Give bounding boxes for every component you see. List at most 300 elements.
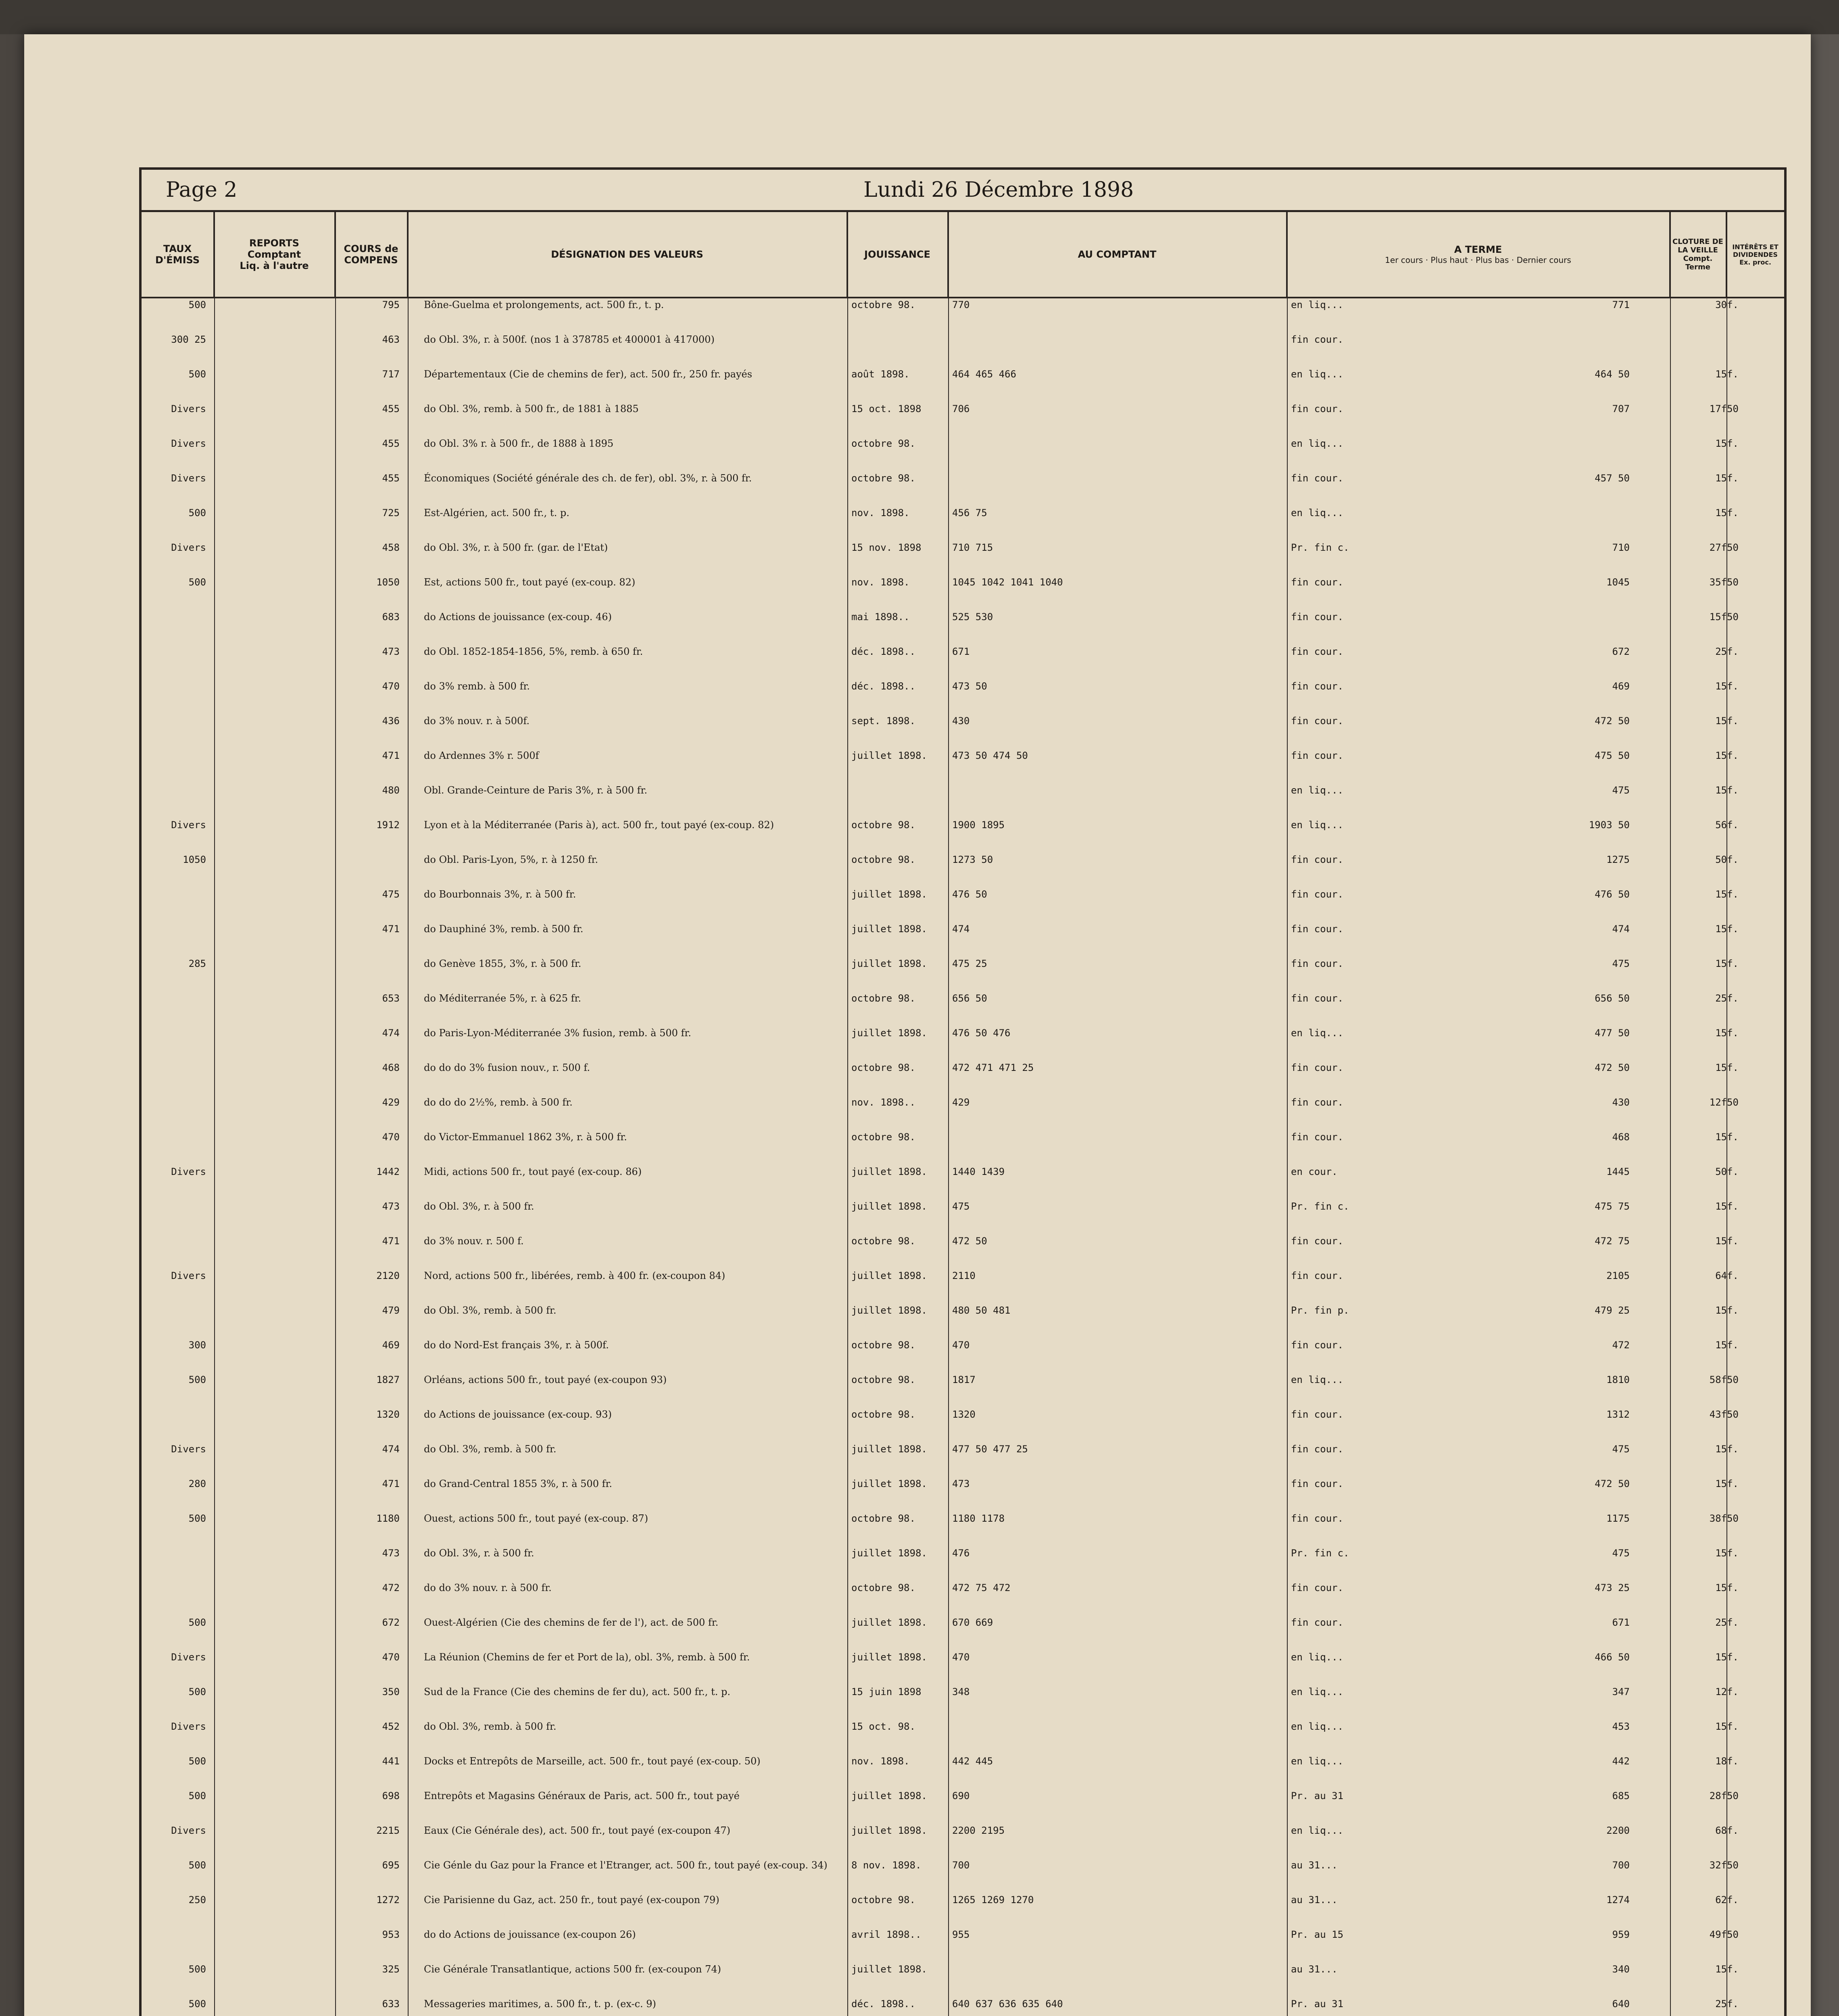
cell-int: 25f.	[1715, 993, 1739, 1004]
cell-taux: Divers	[171, 1652, 206, 1663]
cell-terme: au 31...	[1291, 1894, 1338, 1906]
table-row	[142, 1547, 1784, 1559]
table-row	[142, 1651, 1784, 1663]
cell-terme: fin cour.	[1291, 958, 1344, 969]
table-row	[142, 1443, 1784, 1455]
cell-compt: 476	[952, 1547, 970, 1559]
cell-taux: Divers	[171, 819, 206, 831]
cell-terme: fin cour.	[1291, 577, 1344, 588]
table-row	[142, 1304, 1784, 1316]
cell-clot: 472 50	[1595, 715, 1630, 727]
cell-compt: 1265 1269 1270	[952, 1894, 1034, 1906]
cell-design: Eaux (Cie Générale des), act. 500 fr., tout payé (ex-coupon 47)	[424, 1825, 731, 1836]
cell-clot: 1810	[1606, 1374, 1630, 1385]
cell-taux: Divers	[171, 1721, 206, 1732]
cell-clot: 2200	[1606, 1825, 1630, 1836]
col-taux	[142, 212, 214, 297]
scan-top-shadow	[0, 0, 1839, 34]
cell-int: 15f.	[1715, 369, 1739, 380]
cell-compt: 1900 1895	[952, 819, 1005, 831]
page-number: Page 2	[166, 178, 238, 202]
table-frame	[139, 167, 1787, 2016]
cell-taux: Divers	[171, 473, 206, 484]
cell-terme: fin cour.	[1291, 334, 1344, 345]
cell-design: do Obl. 3% r. à 500 fr., de 1888 à 1895	[424, 438, 614, 449]
cell-clot: 473 25	[1595, 1582, 1630, 1593]
cell-jouis: 15 juin 1898	[851, 1686, 922, 1697]
cell-int: 64f.	[1715, 1270, 1739, 1281]
cell-cours: 479	[382, 1305, 400, 1316]
cell-jouis: nov. 1898.	[851, 1756, 910, 1767]
table-row	[142, 368, 1784, 380]
cell-taux: 500	[188, 1860, 206, 1871]
cell-compt: 690	[952, 1790, 970, 1801]
cell-taux: 500	[188, 299, 206, 310]
cell-int: 15f.	[1715, 507, 1739, 519]
col-reports-label: REPORTS	[249, 237, 299, 249]
cell-cours: 1050	[376, 577, 400, 588]
cell-jouis: 15 oct. 98.	[851, 1721, 915, 1732]
cell-design: do do Nord-Est français 3%, r. à 500f.	[424, 1339, 609, 1351]
cell-terme: Pr. fin p.	[1291, 1305, 1349, 1316]
cell-cours: 698	[382, 1790, 400, 1801]
cell-cours: 470	[382, 1131, 400, 1143]
cell-cours: 470	[382, 1652, 400, 1663]
cell-design: do Genève 1855, 3%, r. à 500 fr.	[424, 958, 582, 969]
cell-design: do Actions de jouissance (ex-coup. 93)	[424, 1409, 612, 1420]
cell-design: do 3% nouv. r. 500 f.	[424, 1235, 524, 1247]
cell-design: do do do 2½%, remb. à 500 fr.	[424, 1097, 573, 1108]
cell-design: do Actions de jouissance (ex-coup. 46)	[424, 611, 612, 623]
cell-compt: 1320	[952, 1409, 976, 1420]
cell-jouis: juillet 1898.	[851, 750, 927, 761]
col-taux-label: TAUX D'ÉMISS	[155, 243, 200, 266]
cell-terme: en liq...	[1291, 785, 1344, 796]
cell-compt: 1817	[952, 1374, 976, 1385]
cell-terme: fin cour.	[1291, 1097, 1344, 1108]
cell-design: do Obl. 3%, r. à 500f. (nos 1 à 378785 et 400001 à 417000)	[424, 334, 715, 345]
cell-clot: 347	[1612, 1686, 1630, 1697]
cell-int: 15f50	[1709, 611, 1739, 623]
cell-taux: 500	[188, 1964, 206, 1975]
book-binding	[0, 0, 24, 2016]
cell-design: Est, actions 500 fr., tout payé (ex-coup. 82)	[424, 577, 636, 588]
table-row	[142, 472, 1784, 484]
cell-taux: 500	[188, 1998, 206, 2010]
cell-terme: au 31...	[1291, 1964, 1338, 1975]
cell-taux: 300	[188, 1339, 206, 1351]
table-row	[142, 507, 1784, 519]
cell-int: 15f.	[1715, 1478, 1739, 1489]
cell-int: 15f.	[1715, 1201, 1739, 1212]
cell-cours: 455	[382, 473, 400, 484]
cell-terme: en liq...	[1291, 819, 1344, 831]
table-row	[142, 888, 1784, 900]
cell-terme: en liq...	[1291, 369, 1344, 380]
cell-cours: 458	[382, 542, 400, 553]
cell-design: do Victor-Emmanuel 1862 3%, r. à 500 fr.	[424, 1131, 627, 1143]
cell-design: Entrepôts et Magasins Généraux de Paris, act. 500 fr., tout payé	[424, 1790, 740, 1801]
cell-int: 27f50	[1709, 542, 1739, 553]
cell-cours: 672	[382, 1617, 400, 1628]
cell-cours: 473	[382, 646, 400, 657]
cell-clot: 468	[1612, 1131, 1630, 1143]
cell-cours: 441	[382, 1756, 400, 1767]
col-jouissance	[847, 212, 948, 297]
cell-compt: 456 75	[952, 507, 987, 519]
cell-jouis: octobre 98.	[851, 1582, 915, 1593]
cell-int: 15f.	[1715, 1235, 1739, 1247]
cell-design: do Obl. 3%, remb. à 500 fr.	[424, 1721, 557, 1732]
cell-compt: 1180 1178	[952, 1513, 1005, 1524]
cell-jouis: mai 1898..	[851, 611, 910, 623]
cell-cours: 2215	[376, 1825, 400, 1836]
table-row	[142, 1166, 1784, 1178]
cell-int: 50f.	[1715, 1166, 1739, 1177]
cell-terme: Pr. au 15	[1291, 1929, 1344, 1940]
cell-compt: 348	[952, 1686, 970, 1697]
cell-clot: 1903 50	[1589, 819, 1630, 831]
cell-int: 15f.	[1715, 438, 1739, 449]
table-row	[142, 784, 1784, 796]
col-cours	[335, 212, 408, 297]
cell-design: Sud de la France (Cie des chemins de fer du), act. 500 fr., t. p.	[424, 1686, 730, 1697]
cell-clot: 469	[1612, 681, 1630, 692]
cell-int: 56f.	[1715, 819, 1739, 831]
cell-clot: 656 50	[1595, 993, 1630, 1004]
cell-jouis: juillet 1898.	[851, 1201, 927, 1212]
cell-design: Obl. Grande-Ceinture de Paris 3%, r. à 500 fr.	[424, 785, 647, 796]
cell-int: 15f.	[1715, 715, 1739, 727]
table-row	[142, 1235, 1784, 1247]
table-row	[142, 819, 1784, 831]
cell-jouis: déc. 1898..	[851, 646, 915, 657]
cell-int: 12f.	[1715, 1686, 1739, 1697]
col-a-terme	[1287, 212, 1670, 297]
cell-design: do do Actions de jouissance (ex-coupon 26)	[424, 1929, 636, 1940]
cell-taux: 280	[188, 1478, 206, 1489]
cell-design: do 3% nouv. r. à 500f.	[424, 715, 530, 727]
cell-taux: 500	[188, 577, 206, 588]
cell-int: 25f.	[1715, 1998, 1739, 2010]
col-a-terme-sub: 1er cours · Plus haut · Plus bas · Dernier cours	[1385, 255, 1571, 265]
column-header	[142, 212, 1784, 298]
col-cours-label: COURS de COMPENS	[344, 243, 398, 266]
cell-clot: 1275	[1606, 854, 1630, 865]
cell-clot: 472 50	[1595, 1062, 1630, 1073]
cell-int: 58f50	[1709, 1374, 1739, 1385]
cell-clot: 457 50	[1595, 473, 1630, 484]
cell-jouis: 8 nov. 1898.	[851, 1860, 922, 1871]
cell-design: do Obl. 1852-1854-1856, 5%, remb. à 650 fr.	[424, 646, 643, 657]
cell-terme: Pr. fin c.	[1291, 1201, 1349, 1212]
cell-design: Messageries maritimes, a. 500 fr., t. p. (ex-c. 9)	[424, 1998, 656, 2010]
cell-design: do do do 3% fusion nouv., r. 500 f.	[424, 1062, 590, 1073]
cell-int: 15f.	[1715, 1062, 1739, 1073]
table-row	[142, 403, 1784, 415]
col-cloture	[1670, 212, 1726, 297]
cell-jouis: juillet 1898.	[851, 1547, 927, 1559]
col-au-comptant-label: AU COMPTANT	[1078, 249, 1157, 260]
cell-compt: 2110	[952, 1270, 976, 1281]
cell-design: do Obl. 3%, r. à 500 fr.	[424, 1547, 534, 1559]
cell-int: 15f.	[1715, 473, 1739, 484]
cell-jouis: 15 oct. 1898	[851, 403, 922, 414]
cell-clot: 959	[1612, 1929, 1630, 1940]
cell-terme: au 31...	[1291, 1860, 1338, 1871]
cell-jouis: octobre 98.	[851, 1374, 915, 1385]
cell-design: Cie Parisienne du Gaz, act. 250 fr., tout payé (ex-coupon 79)	[424, 1894, 719, 1906]
cell-clot: 464 50	[1595, 369, 1630, 380]
cell-design: do Obl. 3%, remb. à 500 fr.	[424, 1305, 557, 1316]
cell-taux: Divers	[171, 1166, 206, 1177]
cell-int: 38f50	[1709, 1513, 1739, 1524]
cell-int: 17f50	[1709, 403, 1739, 414]
table-row	[142, 541, 1784, 554]
cell-design: Midi, actions 500 fr., tout payé (ex-coup. 86)	[424, 1166, 642, 1177]
col-ex-proc-label: Ex. proc.	[1739, 258, 1771, 266]
table-row	[142, 1755, 1784, 1767]
cell-design: Nord, actions 500 fr., libérées, remb. à 400 fr. (ex-coupon 84)	[424, 1270, 726, 1281]
cell-jouis: juillet 1898.	[851, 1478, 927, 1489]
cell-design: do Paris-Lyon-Méditerranée 3% fusion, remb. à 500 fr.	[424, 1027, 691, 1039]
cell-clot: 640	[1612, 1998, 1630, 2010]
cell-cours: 455	[382, 403, 400, 414]
cell-clot: 1445	[1606, 1166, 1630, 1177]
cell-taux: 285	[188, 958, 206, 969]
cell-clot: 671	[1612, 1617, 1630, 1628]
cell-design: Ouest-Algérien (Cie des chemins de fer de l'), act. de 500 fr.	[424, 1617, 719, 1628]
cell-terme: fin cour.	[1291, 1582, 1344, 1593]
cell-cours: 653	[382, 993, 400, 1004]
table-row	[142, 333, 1784, 346]
cell-terme: fin cour.	[1291, 889, 1344, 900]
cell-clot: 475 50	[1595, 750, 1630, 761]
cell-int: 28f50	[1709, 1790, 1739, 1801]
table-row	[142, 923, 1784, 935]
cell-compt: 656 50	[952, 993, 987, 1004]
cell-compt: 1273 50	[952, 854, 993, 865]
cell-terme: en liq...	[1291, 1027, 1344, 1039]
cell-design: Docks et Entrepôts de Marseille, act. 500 fr., tout payé (ex-coup. 50)	[424, 1756, 761, 1767]
col-designation-label: DÉSIGNATION DES VALEURS	[551, 249, 703, 260]
table-row	[142, 715, 1784, 727]
cell-taux: Divers	[171, 1825, 206, 1836]
cell-terme: fin cour.	[1291, 993, 1344, 1004]
cell-compt: 2200 2195	[952, 1825, 1005, 1836]
table-row	[142, 1270, 1784, 1282]
col-plus-haut: Plus haut	[1430, 255, 1468, 265]
table-row	[142, 854, 1784, 866]
cell-terme: fin cour.	[1291, 1513, 1344, 1524]
cell-cours: 471	[382, 750, 400, 761]
cell-cours: 463	[382, 334, 400, 345]
cell-cours: 633	[382, 1998, 400, 2010]
cell-clot: 707	[1612, 403, 1630, 414]
table-row	[142, 1062, 1784, 1074]
page-date: Lundi 26 Décembre 1898	[863, 178, 1134, 202]
cell-clot: 700	[1612, 1860, 1630, 1871]
cell-jouis: août 1898.	[851, 369, 910, 380]
cell-terme: fin cour.	[1291, 1617, 1344, 1628]
cell-terme: fin cour.	[1291, 1235, 1344, 1247]
cell-jouis: juillet 1898.	[851, 1652, 927, 1663]
page-header	[142, 170, 1784, 212]
cell-jouis: octobre 98.	[851, 993, 915, 1004]
cell-jouis: nov. 1898.	[851, 507, 910, 519]
cell-jouis: sept. 1898.	[851, 715, 915, 727]
cell-taux: 500	[188, 369, 206, 380]
cell-jouis: juillet 1898.	[851, 1027, 927, 1039]
col-plus-bas: Plus bas	[1476, 255, 1509, 265]
cell-cours: 468	[382, 1062, 400, 1073]
cell-clot: 476 50	[1595, 889, 1630, 900]
cell-cours: 1320	[376, 1409, 400, 1420]
cell-design: do Obl. 3%, remb. à 500 fr.	[424, 1443, 557, 1455]
table-row	[142, 611, 1784, 623]
cell-compt: 525 530	[952, 611, 993, 623]
cell-terme: fin cour.	[1291, 1270, 1344, 1281]
cell-design: Est-Algérien, act. 500 fr., t. p.	[424, 507, 569, 519]
cell-compt: 1440 1439	[952, 1166, 1005, 1177]
cell-jouis: juillet 1898.	[851, 958, 927, 969]
cell-int: 15f.	[1715, 958, 1739, 969]
cell-cours: 475	[382, 889, 400, 900]
cell-jouis: nov. 1898..	[851, 1097, 915, 1108]
cell-clot: 1045	[1606, 577, 1630, 588]
col-reports	[214, 212, 335, 297]
table-row	[142, 1582, 1784, 1594]
cell-jouis: juillet 1898.	[851, 1270, 927, 1281]
cell-clot: 710	[1612, 542, 1630, 553]
table-row	[142, 1339, 1784, 1351]
table-row	[142, 1200, 1784, 1212]
cell-design: Cie Génle du Gaz pour la France et l'Etranger, act. 500 fr., tout payé (ex-coup. 34)	[424, 1860, 828, 1871]
table-row	[142, 1720, 1784, 1733]
cell-cours: 471	[382, 1235, 400, 1247]
cell-int: 15f.	[1715, 1652, 1739, 1663]
table-row	[142, 750, 1784, 762]
cell-taux: Divers	[171, 403, 206, 414]
table-row	[142, 1963, 1784, 1975]
cell-clot: 685	[1612, 1790, 1630, 1801]
cell-terme: fin cour.	[1291, 1409, 1344, 1420]
table-row	[142, 992, 1784, 1004]
cell-cours: 953	[382, 1929, 400, 1940]
cell-compt: 430	[952, 715, 970, 727]
cell-jouis: octobre 98.	[851, 1894, 915, 1906]
col-terme-label: Terme	[1685, 263, 1710, 271]
cell-clot: 479 25	[1595, 1305, 1630, 1316]
table-row	[142, 958, 1784, 970]
cell-cours: 474	[382, 1443, 400, 1455]
table-row	[142, 646, 1784, 658]
cell-terme: fin cour.	[1291, 1339, 1344, 1351]
cell-cours: 471	[382, 923, 400, 935]
table-row	[142, 680, 1784, 692]
cell-int: 15f.	[1715, 1027, 1739, 1039]
col-premier-cours: 1er cours	[1385, 255, 1423, 265]
cell-cours: 1272	[376, 1894, 400, 1906]
cell-terme: fin cour.	[1291, 715, 1344, 727]
cell-compt: 472 471 471 25	[952, 1062, 1034, 1073]
cell-jouis: déc. 1898..	[851, 681, 915, 692]
cell-clot: 1274	[1606, 1894, 1630, 1906]
cell-cours: 473	[382, 1547, 400, 1559]
table-row	[142, 1027, 1784, 1039]
cell-terme: fin cour.	[1291, 681, 1344, 692]
cell-terme: fin cour.	[1291, 1131, 1344, 1143]
cell-compt: 473 50 474 50	[952, 750, 1028, 761]
cell-jouis: octobre 98.	[851, 1131, 915, 1143]
table-row	[142, 1894, 1784, 1906]
cell-compt: 472 75 472	[952, 1582, 1011, 1593]
cell-compt: 710 715	[952, 542, 993, 553]
cell-cours: 350	[382, 1686, 400, 1697]
table-row	[142, 1790, 1784, 1802]
cell-clot: 475	[1612, 785, 1630, 796]
cell-int: 30f.	[1715, 299, 1739, 310]
cell-compt: 700	[952, 1860, 970, 1871]
cell-cours: 795	[382, 299, 400, 310]
cell-terme: fin cour.	[1291, 923, 1344, 935]
cell-cours: 1442	[376, 1166, 400, 1177]
cell-int: 15f.	[1715, 923, 1739, 935]
cell-jouis: octobre 98.	[851, 1339, 915, 1351]
cell-jouis: nov. 1898.	[851, 577, 910, 588]
newspaper-page	[24, 34, 1811, 2016]
cell-terme: fin cour.	[1291, 646, 1344, 657]
cell-design: do Obl. 3%, remb. à 500 fr., de 1881 à 1885	[424, 403, 639, 414]
cell-compt: 477 50 477 25	[952, 1443, 1028, 1455]
cell-int: 15f.	[1715, 1582, 1739, 1593]
col-jouissance-label: JOUISSANCE	[864, 249, 930, 260]
cell-int: 68f.	[1715, 1825, 1739, 1836]
cell-terme: Pr. au 31	[1291, 1790, 1344, 1801]
cell-cours: 471	[382, 1478, 400, 1489]
cell-design: do Méditerranée 5%, r. à 625 fr.	[424, 993, 581, 1004]
cell-int: 62f.	[1715, 1894, 1739, 1906]
cell-cours: 473	[382, 1201, 400, 1212]
cell-clot: 477 50	[1595, 1027, 1630, 1039]
cell-taux: Divers	[171, 542, 206, 553]
cell-taux: Divers	[171, 1270, 206, 1281]
cell-design: Bône-Guelma et prolongements, act. 500 fr., t. p.	[424, 299, 664, 310]
cell-design: do do 3% nouv. r. à 500 fr.	[424, 1582, 552, 1593]
cell-taux: 500	[188, 1513, 206, 1524]
cell-cours: 429	[382, 1097, 400, 1108]
cell-terme: fin cour.	[1291, 473, 1344, 484]
cell-jouis: 15 nov. 1898	[851, 542, 922, 553]
cell-terme: en liq...	[1291, 299, 1344, 310]
cell-taux: Divers	[171, 438, 206, 449]
cell-compt: 472 50	[952, 1235, 987, 1247]
table-row	[142, 1512, 1784, 1524]
cell-int: 50f.	[1715, 854, 1739, 865]
cell-design: Lyon et à la Méditerranée (Paris à), act. 500 fr., tout payé (ex-coup. 82)	[424, 819, 774, 831]
cell-design: Départementaux (Cie de chemins de fer), act. 500 fr., 250 fr. payés	[424, 369, 753, 380]
table-row	[142, 1408, 1784, 1420]
cell-compt: 476 50 476	[952, 1027, 1011, 1039]
cell-int: 15f.	[1715, 750, 1739, 761]
cell-compt: 770	[952, 299, 970, 310]
cell-taux: 300 25	[171, 334, 206, 345]
cell-clot: 472 75	[1595, 1235, 1630, 1247]
cell-cours: 469	[382, 1339, 400, 1351]
cell-cours: 1912	[376, 819, 400, 831]
cell-int: 15f.	[1715, 1721, 1739, 1732]
cell-jouis: déc. 1898..	[851, 1998, 915, 2010]
